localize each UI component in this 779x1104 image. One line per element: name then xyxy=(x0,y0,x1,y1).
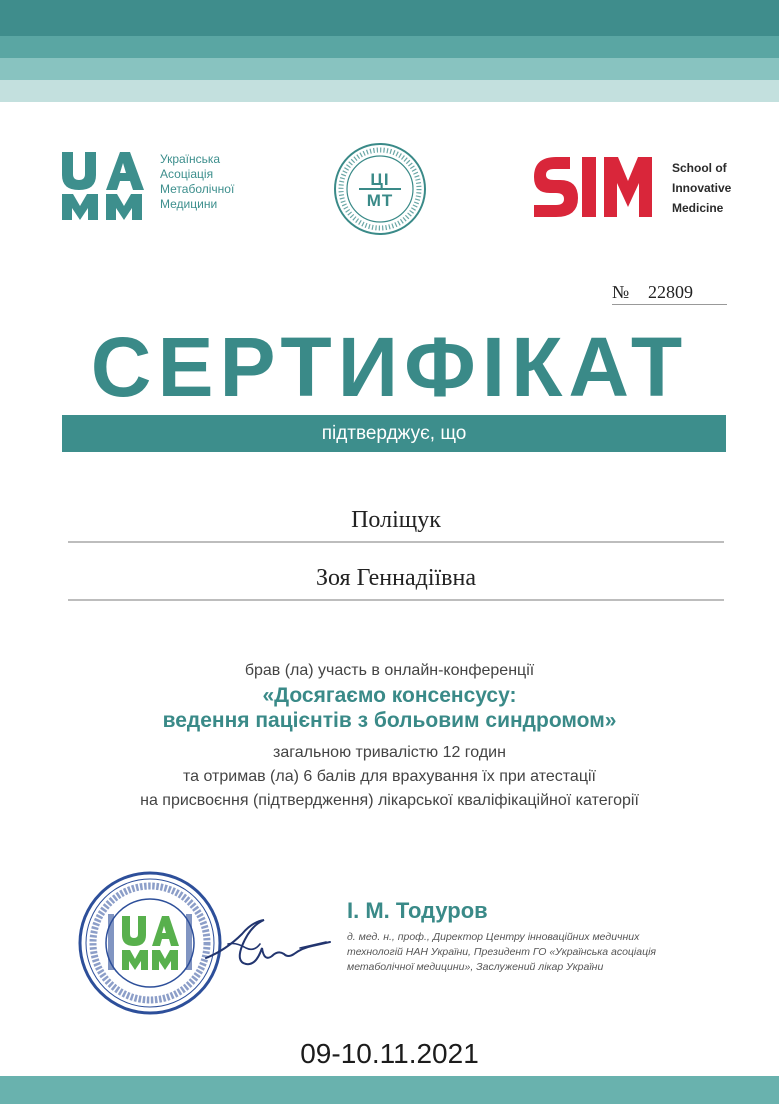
conference-title-line-1: «Досягаємо консенсусу: xyxy=(262,684,517,707)
number-sign: № xyxy=(612,282,630,302)
uamm-logo-text xyxy=(160,152,280,212)
event-date: 09-10.11.2021 xyxy=(300,1038,479,1069)
uamm-line-3: Метаболічної xyxy=(160,182,235,196)
certificate-title: СЕРТИФІКАТ xyxy=(90,320,689,414)
sim-line-1: School of xyxy=(672,161,727,175)
certificate-number xyxy=(612,282,727,305)
conference-title-line-2: ведення пацієнтів з больовим синдромом» xyxy=(162,709,617,732)
signer-description: д. мед. н., проф., Директор Центру інноваційних медичних технологій НАН України, Президент ГО «Українська асоціація метаболічної медицини», Заслужений лікар України xyxy=(347,931,657,973)
purpose-text: на присвоєння (підтвердження) лікарської кваліфікаційної категорії xyxy=(140,792,639,809)
uamm-line-1: Українська xyxy=(160,152,221,166)
recipient-surname: Поліщук xyxy=(68,507,724,543)
sim-logo-text xyxy=(672,158,772,218)
uamm-line-4: Медицини xyxy=(160,197,218,211)
duration-text: загальною тривалістю 12 годин xyxy=(273,744,506,761)
sim-logo xyxy=(530,155,660,219)
number-value: 22809 xyxy=(648,282,693,302)
top-stripe-medium xyxy=(0,36,779,58)
cimt-seal-logo xyxy=(333,142,427,236)
uamm-line-2: Асоціація xyxy=(160,167,214,181)
sim-line-3: Medicine xyxy=(672,201,724,215)
top-stripe-pale xyxy=(0,80,779,102)
sim-line-2: Innovative xyxy=(672,181,732,195)
seal-letters-top: ЦІ xyxy=(370,170,390,189)
participation-text: брав (ла) участь в онлайн-конференції xyxy=(244,662,535,679)
bottom-stripe xyxy=(0,1076,779,1104)
recipient-given-names: Зоя Геннадіївна xyxy=(68,565,724,601)
top-stripe-light xyxy=(0,58,779,80)
handwritten-signature xyxy=(200,908,340,978)
signer-name: І. М. Тодуров xyxy=(347,898,488,923)
confirms-banner: підтверджує, що xyxy=(62,415,726,452)
uamm-logo xyxy=(60,150,155,222)
seal-letters-bottom: МТ xyxy=(366,191,394,210)
points-text: та отримав (ла) 6 балів для врахування їх при атестації xyxy=(183,768,596,785)
top-stripe-dark xyxy=(0,0,779,36)
